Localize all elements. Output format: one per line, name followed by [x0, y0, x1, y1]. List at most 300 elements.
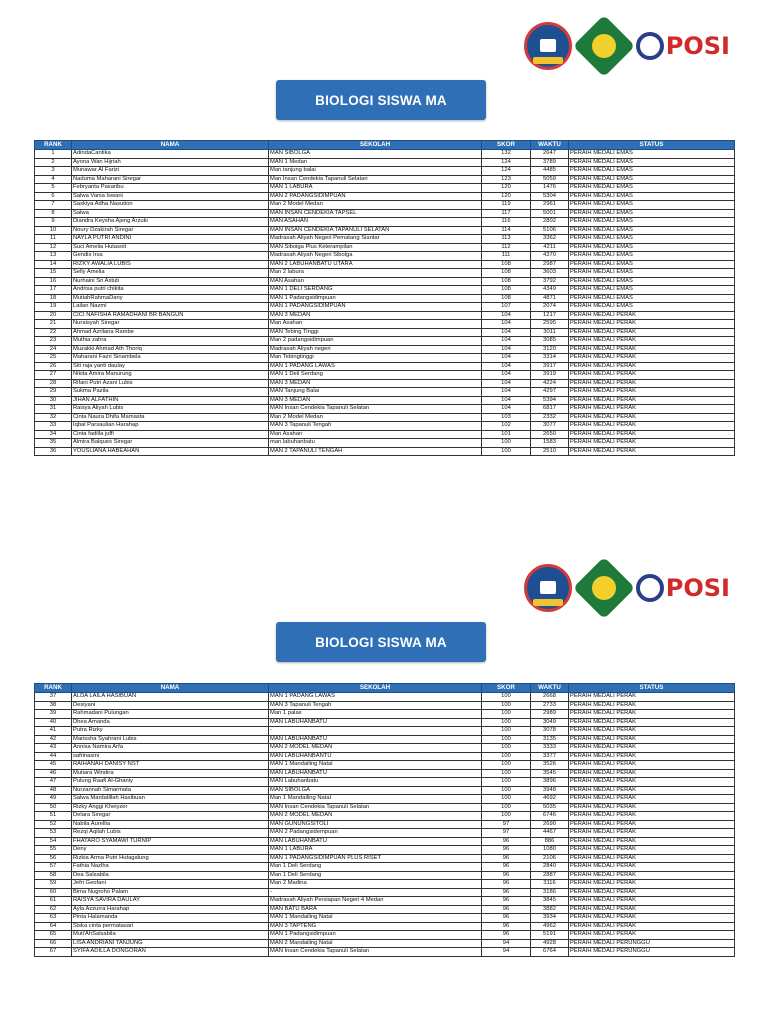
cell-status: PERAIH MEDALI PERAK: [569, 812, 735, 821]
cell-rank: 22: [35, 328, 72, 337]
cell-waktu: 5001: [531, 209, 569, 218]
table-row: [35, 778, 735, 787]
table-row: [35, 413, 735, 422]
cell-rank: 48: [35, 786, 72, 795]
table-header-row: [35, 684, 735, 693]
table-row: [35, 201, 735, 210]
kemenag-logo: [573, 15, 635, 77]
cell-skor: 104: [482, 362, 531, 371]
cell-nama: Muzakki Ahmad Ath Thoriq: [72, 345, 269, 354]
cell-waktu: 3896: [531, 778, 569, 787]
cell-nama: Putra Rizky: [72, 727, 269, 736]
cell-status: PERAIH MEDALI PERAK: [569, 820, 735, 829]
cell-rank: 40: [35, 718, 72, 727]
cell-waktu: 3116: [531, 880, 569, 889]
cell-waktu: 5106: [531, 226, 569, 235]
cell-sekolah: MAN LABUHANBATU: [269, 735, 482, 744]
cell-rank: 1: [35, 150, 72, 159]
cell-rank: 65: [35, 931, 72, 940]
cell-waktu: 5035: [531, 803, 569, 812]
logo-bar: [524, 564, 730, 612]
posi-logo: [636, 574, 730, 602]
cell-sekolah: MAN Insan Cendekia Tapanuli Selatan: [269, 803, 482, 812]
cell-nama: Saskiya Adha Nasution: [72, 201, 269, 210]
column-header-skor: SKOR: [482, 684, 531, 693]
cell-rank: 47: [35, 778, 72, 787]
table-row: [35, 752, 735, 761]
table-row: [35, 150, 735, 159]
pba-kgm-logo: [524, 22, 572, 70]
column-header-skor: SKOR: [482, 141, 531, 150]
cell-sekolah: MAN 2 PADANGSIDIMPUAN: [269, 192, 482, 201]
cell-rank: 18: [35, 294, 72, 303]
table-row: [35, 829, 735, 838]
cell-skor: 97: [482, 820, 531, 829]
cell-waktu: 5394: [531, 396, 569, 405]
cell-skor: 100: [482, 803, 531, 812]
cell-status: PERAIH MEDALI EMAS: [569, 226, 735, 235]
cell-skor: 100: [482, 727, 531, 736]
cell-nama: Fathia Nazlha: [72, 863, 269, 872]
cell-rank: 25: [35, 354, 72, 363]
page-title: BIOLOGI SISWA MA: [315, 92, 447, 108]
cell-nama: Nikita Amira Manurung: [72, 371, 269, 380]
cell-status: PERAIH MEDALI EMAS: [569, 150, 735, 159]
cell-sekolah: Man 2 Model Medan: [269, 201, 482, 210]
table-row: [35, 939, 735, 948]
cell-sekolah: Madrasah Aliyah Negeri Sibolga: [269, 252, 482, 261]
cell-waktu: 3845: [531, 897, 569, 906]
cell-nama: LISA ANDRIANI TANJUNG: [72, 939, 269, 948]
cell-skor: 117: [482, 209, 531, 218]
cell-status: PERAIH MEDALI PERAK: [569, 422, 735, 431]
cell-status: PERAIH MEDALI PERAK: [569, 795, 735, 804]
table-body: [35, 150, 735, 456]
cell-sekolah: Man 1 Mandailing Natal: [269, 795, 482, 804]
cell-waktu: 2961: [531, 201, 569, 210]
cell-rank: 14: [35, 260, 72, 269]
table-row: [35, 795, 735, 804]
cell-skor: 104: [482, 379, 531, 388]
cell-status: PERAIH MEDALI PERAK: [569, 345, 735, 354]
column-header-waktu: WAKTU: [531, 684, 569, 693]
cell-status: PERAIH MEDALI PERAK: [569, 897, 735, 906]
cell-rank: 2: [35, 158, 72, 167]
cell-sekolah: MAN 1 DELI SERDANG: [269, 286, 482, 295]
cell-skor: 111: [482, 252, 531, 261]
cell-status: PERAIH MEDALI PERAK: [569, 846, 735, 855]
cell-skor: 100: [482, 718, 531, 727]
cell-waktu: 2668: [531, 693, 569, 702]
cell-rank: 35: [35, 439, 72, 448]
cell-nama: CICI NAFISHA RAMADHANI BR BANGUN: [72, 311, 269, 320]
cell-nama: Rizkia Arma Putri Hutagalung: [72, 854, 269, 863]
cell-sekolah: MAN 2 Padangsidempuan: [269, 829, 482, 838]
table-row: [35, 226, 735, 235]
cell-status: PERAIH MEDALI EMAS: [569, 277, 735, 286]
table-row: [35, 693, 735, 702]
cell-sekolah: -: [269, 888, 482, 897]
cell-skor: 108: [482, 294, 531, 303]
cell-nama: Nabila Aurellia: [72, 820, 269, 829]
table-row: [35, 405, 735, 414]
cell-waktu: 3377: [531, 752, 569, 761]
posi-wordmark: POSI: [665, 32, 730, 60]
cell-waktu: 3077: [531, 422, 569, 431]
cell-nama: Jefri Geofani: [72, 880, 269, 889]
cell-sekolah: MAN 1 Mandailing Natal: [269, 761, 482, 770]
cell-nama: RAIHANAH DANISY NST: [72, 761, 269, 770]
cell-waktu: 3186: [531, 888, 569, 897]
cell-status: PERAIH MEDALI PERAK: [569, 718, 735, 727]
column-header-sekolah: SEKOLAH: [269, 141, 482, 150]
table-row: [35, 710, 735, 719]
cell-rank: 46: [35, 769, 72, 778]
cell-sekolah: MAN ASAHAN: [269, 218, 482, 227]
cell-status: PERAIH MEDALI PERAK: [569, 735, 735, 744]
cell-rank: 38: [35, 701, 72, 710]
cell-nama: Nuraisyah Siregar: [72, 320, 269, 329]
cell-rank: 61: [35, 897, 72, 906]
cell-rank: 39: [35, 710, 72, 719]
column-header-status: STATUS: [569, 684, 735, 693]
posi-emblem-icon: [636, 574, 664, 602]
table-row: [35, 243, 735, 252]
cell-skor: 104: [482, 388, 531, 397]
table-row: [35, 786, 735, 795]
table-row: [35, 803, 735, 812]
cell-skor: 104: [482, 337, 531, 346]
cell-waktu: 2332: [531, 413, 569, 422]
cell-status: PERAIH MEDALI PERAK: [569, 413, 735, 422]
cell-sekolah: Man 1 Deli Serdang: [269, 863, 482, 872]
cell-waktu: 886: [531, 837, 569, 846]
cell-sekolah: MAN 1 Medan: [269, 158, 482, 167]
cell-rank: 17: [35, 286, 72, 295]
cell-status: PERAIH MEDALI PERAK: [569, 379, 735, 388]
cell-waktu: 3948: [531, 786, 569, 795]
table-row: [35, 931, 735, 940]
cell-waktu: 3792: [531, 277, 569, 286]
cell-skor: 104: [482, 354, 531, 363]
cell-nama: Nurhaini Sri Astuti: [72, 277, 269, 286]
cell-status: PERAIH MEDALI EMAS: [569, 192, 735, 201]
cell-skor: 96: [482, 914, 531, 923]
cell-status: PERAIH MEDALI PERAK: [569, 439, 735, 448]
table-row: [35, 260, 735, 269]
table-row: [35, 422, 735, 431]
cell-waktu: 6746: [531, 812, 569, 821]
cell-status: PERAIH MEDALI EMAS: [569, 243, 735, 252]
cell-waktu: 3789: [531, 158, 569, 167]
cell-nama: Rezqi Aqilah Lubis: [72, 829, 269, 838]
cell-status: PERAIH MEDALI PERAK: [569, 778, 735, 787]
cell-status: PERAIH MEDALI EMAS: [569, 201, 735, 210]
cell-status: PERAIH MEDALI PERAK: [569, 354, 735, 363]
cell-waktu: 3917: [531, 362, 569, 371]
cell-nama: ALDA LAILA HASIBUAN: [72, 693, 269, 702]
cell-status: PERAIH MEDALI PERAK: [569, 727, 735, 736]
cell-waktu: 4224: [531, 379, 569, 388]
table-row: [35, 820, 735, 829]
cell-waktu: 2106: [531, 854, 569, 863]
cell-skor: 100: [482, 769, 531, 778]
cell-sekolah: MAN 2 TAPANULI TENGAH: [269, 447, 482, 456]
table-row: [35, 294, 735, 303]
cell-sekolah: MAN INSAN CENDEKIA TAPANULI SELATAN: [269, 226, 482, 235]
cell-sekolah: MAN Labuhanbatu: [269, 778, 482, 787]
cell-nama: safrinasini: [72, 752, 269, 761]
cell-status: PERAIH MEDALI PERAK: [569, 447, 735, 456]
column-header-status: STATUS: [569, 141, 735, 150]
cell-nama: Munawar Al Farizi: [72, 167, 269, 176]
cell-skor: 116: [482, 218, 531, 227]
table-row: [35, 269, 735, 278]
table-row: [35, 328, 735, 337]
cell-rank: 60: [35, 888, 72, 897]
results-table: [34, 683, 735, 957]
cell-sekolah: -: [269, 727, 482, 736]
cell-sekolah: MAN 3 MEDAN: [269, 379, 482, 388]
cell-skor: 114: [482, 226, 531, 235]
cell-rank: 24: [35, 345, 72, 354]
cell-waktu: 4211: [531, 243, 569, 252]
table-row: [35, 277, 735, 286]
cell-sekolah: MAN LABUHANBATU: [269, 837, 482, 846]
cell-nama: Salwa Vania Iswani: [72, 192, 269, 201]
column-header-nama: NAMA: [72, 141, 269, 150]
cell-rank: 64: [35, 922, 72, 931]
cell-waktu: 6764: [531, 948, 569, 957]
table-row: [35, 447, 735, 456]
cell-sekolah: MAN 2 Mandailing Natal: [269, 939, 482, 948]
cell-rank: 27: [35, 371, 72, 380]
cell-skor: 96: [482, 880, 531, 889]
cell-nama: Delara Siregar: [72, 812, 269, 821]
cell-sekolah: MAN 1 Padangsidimpuan: [269, 931, 482, 940]
cell-waktu: 6817: [531, 405, 569, 414]
pba-kgm-logo: [524, 564, 572, 612]
cell-skor: 100: [482, 812, 531, 821]
cell-waktu: 2510: [531, 447, 569, 456]
cell-rank: 37: [35, 693, 72, 702]
table-row: [35, 888, 735, 897]
cell-waktu: 4349: [531, 286, 569, 295]
cell-sekolah: MAN 3 MEDAN: [269, 311, 482, 320]
cell-waktu: 3333: [531, 744, 569, 753]
cell-skor: 100: [482, 744, 531, 753]
cell-skor: 96: [482, 837, 531, 846]
table-row: [35, 718, 735, 727]
cell-rank: 10: [35, 226, 72, 235]
cell-status: PERAIH MEDALI PERAK: [569, 905, 735, 914]
cell-sekolah: MAN 3 MEDAN: [269, 396, 482, 405]
cell-sekolah: MAN Insan Cendekia Tapanuli Selatan: [269, 948, 482, 957]
cell-sekolah: MAN 3 Tapanuli Tengah: [269, 422, 482, 431]
cell-nama: Annisa Namira Arfa: [72, 744, 269, 753]
cell-skor: 100: [482, 795, 531, 804]
cell-waktu: 5059: [531, 175, 569, 184]
cell-skor: 100: [482, 778, 531, 787]
cell-waktu: 5191: [531, 931, 569, 940]
cell-nama: Siska cinta permatasari: [72, 922, 269, 931]
cell-status: PERAIH MEDALI EMAS: [569, 286, 735, 295]
cell-skor: 101: [482, 430, 531, 439]
page-title-banner: [276, 80, 486, 120]
cell-rank: 66: [35, 939, 72, 948]
cell-nama: Lailan Nazmi: [72, 303, 269, 312]
cell-nama: Salwa Mardatillah Hasibuan: [72, 795, 269, 804]
cell-rank: 20: [35, 311, 72, 320]
table-header-row: [35, 141, 735, 150]
cell-rank: 62: [35, 905, 72, 914]
cell-nama: Siti raja yanti daulay: [72, 362, 269, 371]
cell-rank: 19: [35, 303, 72, 312]
cell-skor: 100: [482, 752, 531, 761]
cell-nama: NAYLA PUTRI ANDINI: [72, 235, 269, 244]
cell-waktu: 1583: [531, 439, 569, 448]
cell-skor: 103: [482, 413, 531, 422]
cell-sekolah: MAN 1 PADANG LAWAS: [269, 362, 482, 371]
cell-waktu: 4962: [531, 922, 569, 931]
cell-waktu: 2595: [531, 320, 569, 329]
cell-rank: 58: [35, 871, 72, 880]
cell-skor: 108: [482, 269, 531, 278]
cell-rank: 26: [35, 362, 72, 371]
column-header-waktu: WAKTU: [531, 141, 569, 150]
table-body: [35, 693, 735, 957]
cell-sekolah: Man Insan Cendekia Tapanuli Selatan: [269, 175, 482, 184]
cell-skor: 124: [482, 158, 531, 167]
cell-skor: 104: [482, 371, 531, 380]
cell-rank: 34: [35, 430, 72, 439]
table-row: [35, 922, 735, 931]
cell-nama: Bima Nugroho Palam: [72, 888, 269, 897]
table-row: [35, 286, 735, 295]
cell-status: PERAIH MEDALI PERAK: [569, 752, 735, 761]
cell-waktu: 1476: [531, 184, 569, 193]
cell-skor: 100: [482, 701, 531, 710]
cell-sekolah: MAN Insan Cendekia Tapanuli Selatan: [269, 405, 482, 414]
cell-sekolah: MAN LABUHANBATU: [269, 718, 482, 727]
cell-rank: 23: [35, 337, 72, 346]
cell-waktu: 2690: [531, 820, 569, 829]
table-row: [35, 337, 735, 346]
cell-skor: 104: [482, 345, 531, 354]
table-row: [35, 320, 735, 329]
cell-nama: Maharani Fazri Sinambela: [72, 354, 269, 363]
cell-sekolah: MAN 1 LABURA: [269, 184, 482, 193]
cell-status: PERAIH MEDALI PERAK: [569, 863, 735, 872]
cell-nama: MutiahRahmaDany: [72, 294, 269, 303]
cell-skor: 132: [482, 150, 531, 159]
cell-rank: 57: [35, 863, 72, 872]
table-row: [35, 167, 735, 176]
cell-status: PERAIH MEDALI PERAK: [569, 311, 735, 320]
posi-wordmark: POSI: [665, 574, 730, 602]
cell-skor: 120: [482, 184, 531, 193]
cell-rank: 8: [35, 209, 72, 218]
table-row: [35, 303, 735, 312]
table-row: [35, 854, 735, 863]
cell-skor: 100: [482, 786, 531, 795]
cell-rank: 55: [35, 846, 72, 855]
cell-nama: Febryanta Pasaribu: [72, 184, 269, 193]
table-row: [35, 354, 735, 363]
table-row: [35, 769, 735, 778]
cell-rank: 50: [35, 803, 72, 812]
table-row: [35, 396, 735, 405]
cell-rank: 11: [35, 235, 72, 244]
table-row: [35, 744, 735, 753]
cell-nama: SYIFA ADILLA DONGORAN: [72, 948, 269, 957]
cell-nama: RAISYA SAVIRA DAULAY: [72, 897, 269, 906]
cell-status: PERAIH MEDALI EMAS: [569, 218, 735, 227]
table-row: [35, 430, 735, 439]
cell-waktu: 4370: [531, 252, 569, 261]
cell-sekolah: MAN BATU BARA: [269, 905, 482, 914]
cell-status: PERAIH MEDALI PERAK: [569, 396, 735, 405]
cell-nama: YOUSLIANA HABEAHAN: [72, 447, 269, 456]
cell-rank: 3: [35, 167, 72, 176]
table-row: [35, 175, 735, 184]
cell-nama: Ayona Wan Hijriah: [72, 158, 269, 167]
cell-nama: JIHAN ALFATHIN: [72, 396, 269, 405]
cell-rank: 54: [35, 837, 72, 846]
cell-status: PERAIH MEDALI PERAK: [569, 320, 735, 329]
cell-waktu: 3078: [531, 727, 569, 736]
cell-rank: 33: [35, 422, 72, 431]
cell-rank: 5: [35, 184, 72, 193]
cell-status: PERAIH MEDALI PERAK: [569, 405, 735, 414]
column-header-rank: RANK: [35, 141, 72, 150]
cell-nama: Ayla Azzurra Harahap: [72, 905, 269, 914]
table-row: [35, 761, 735, 770]
cell-waktu: 2887: [531, 871, 569, 880]
cell-waktu: 2650: [531, 430, 569, 439]
cell-status: PERAIH MEDALI EMAS: [569, 158, 735, 167]
posi-logo: [636, 32, 730, 60]
cell-status: PERAIH MEDALI PERAK: [569, 693, 735, 702]
table-row: [35, 379, 735, 388]
cell-skor: 96: [482, 871, 531, 880]
cell-status: PERAIH MEDALI PERAK: [569, 922, 735, 931]
table-row: [35, 192, 735, 201]
cell-sekolah: MAN 1 PADANG LAWAS: [269, 693, 482, 702]
cell-nama: Nurzannah Simarmata: [72, 786, 269, 795]
table-row: [35, 846, 735, 855]
cell-status: PERAIH MEDALI PERAK: [569, 701, 735, 710]
cell-skor: 96: [482, 888, 531, 897]
cell-sekolah: Man 2 labura: [269, 269, 482, 278]
cell-sekolah: Madrasah Aliyah negeri: [269, 345, 482, 354]
cell-skor: 108: [482, 277, 531, 286]
cell-status: PERAIH MEDALI PERAK: [569, 337, 735, 346]
column-header-nama: NAMA: [72, 684, 269, 693]
cell-waktu: 3314: [531, 354, 569, 363]
cell-waktu: 4871: [531, 294, 569, 303]
cell-status: PERAIH MEDALI PERAK: [569, 362, 735, 371]
table-row: [35, 218, 735, 227]
cell-skor: 119: [482, 201, 531, 210]
table-row: [35, 701, 735, 710]
cell-skor: 107: [482, 303, 531, 312]
cell-status: PERAIH MEDALI PERAK: [569, 786, 735, 795]
cell-waktu: 4928: [531, 939, 569, 948]
cell-rank: 29: [35, 388, 72, 397]
cell-skor: 100: [482, 710, 531, 719]
cell-status: PERAIH MEDALI PERAK: [569, 803, 735, 812]
